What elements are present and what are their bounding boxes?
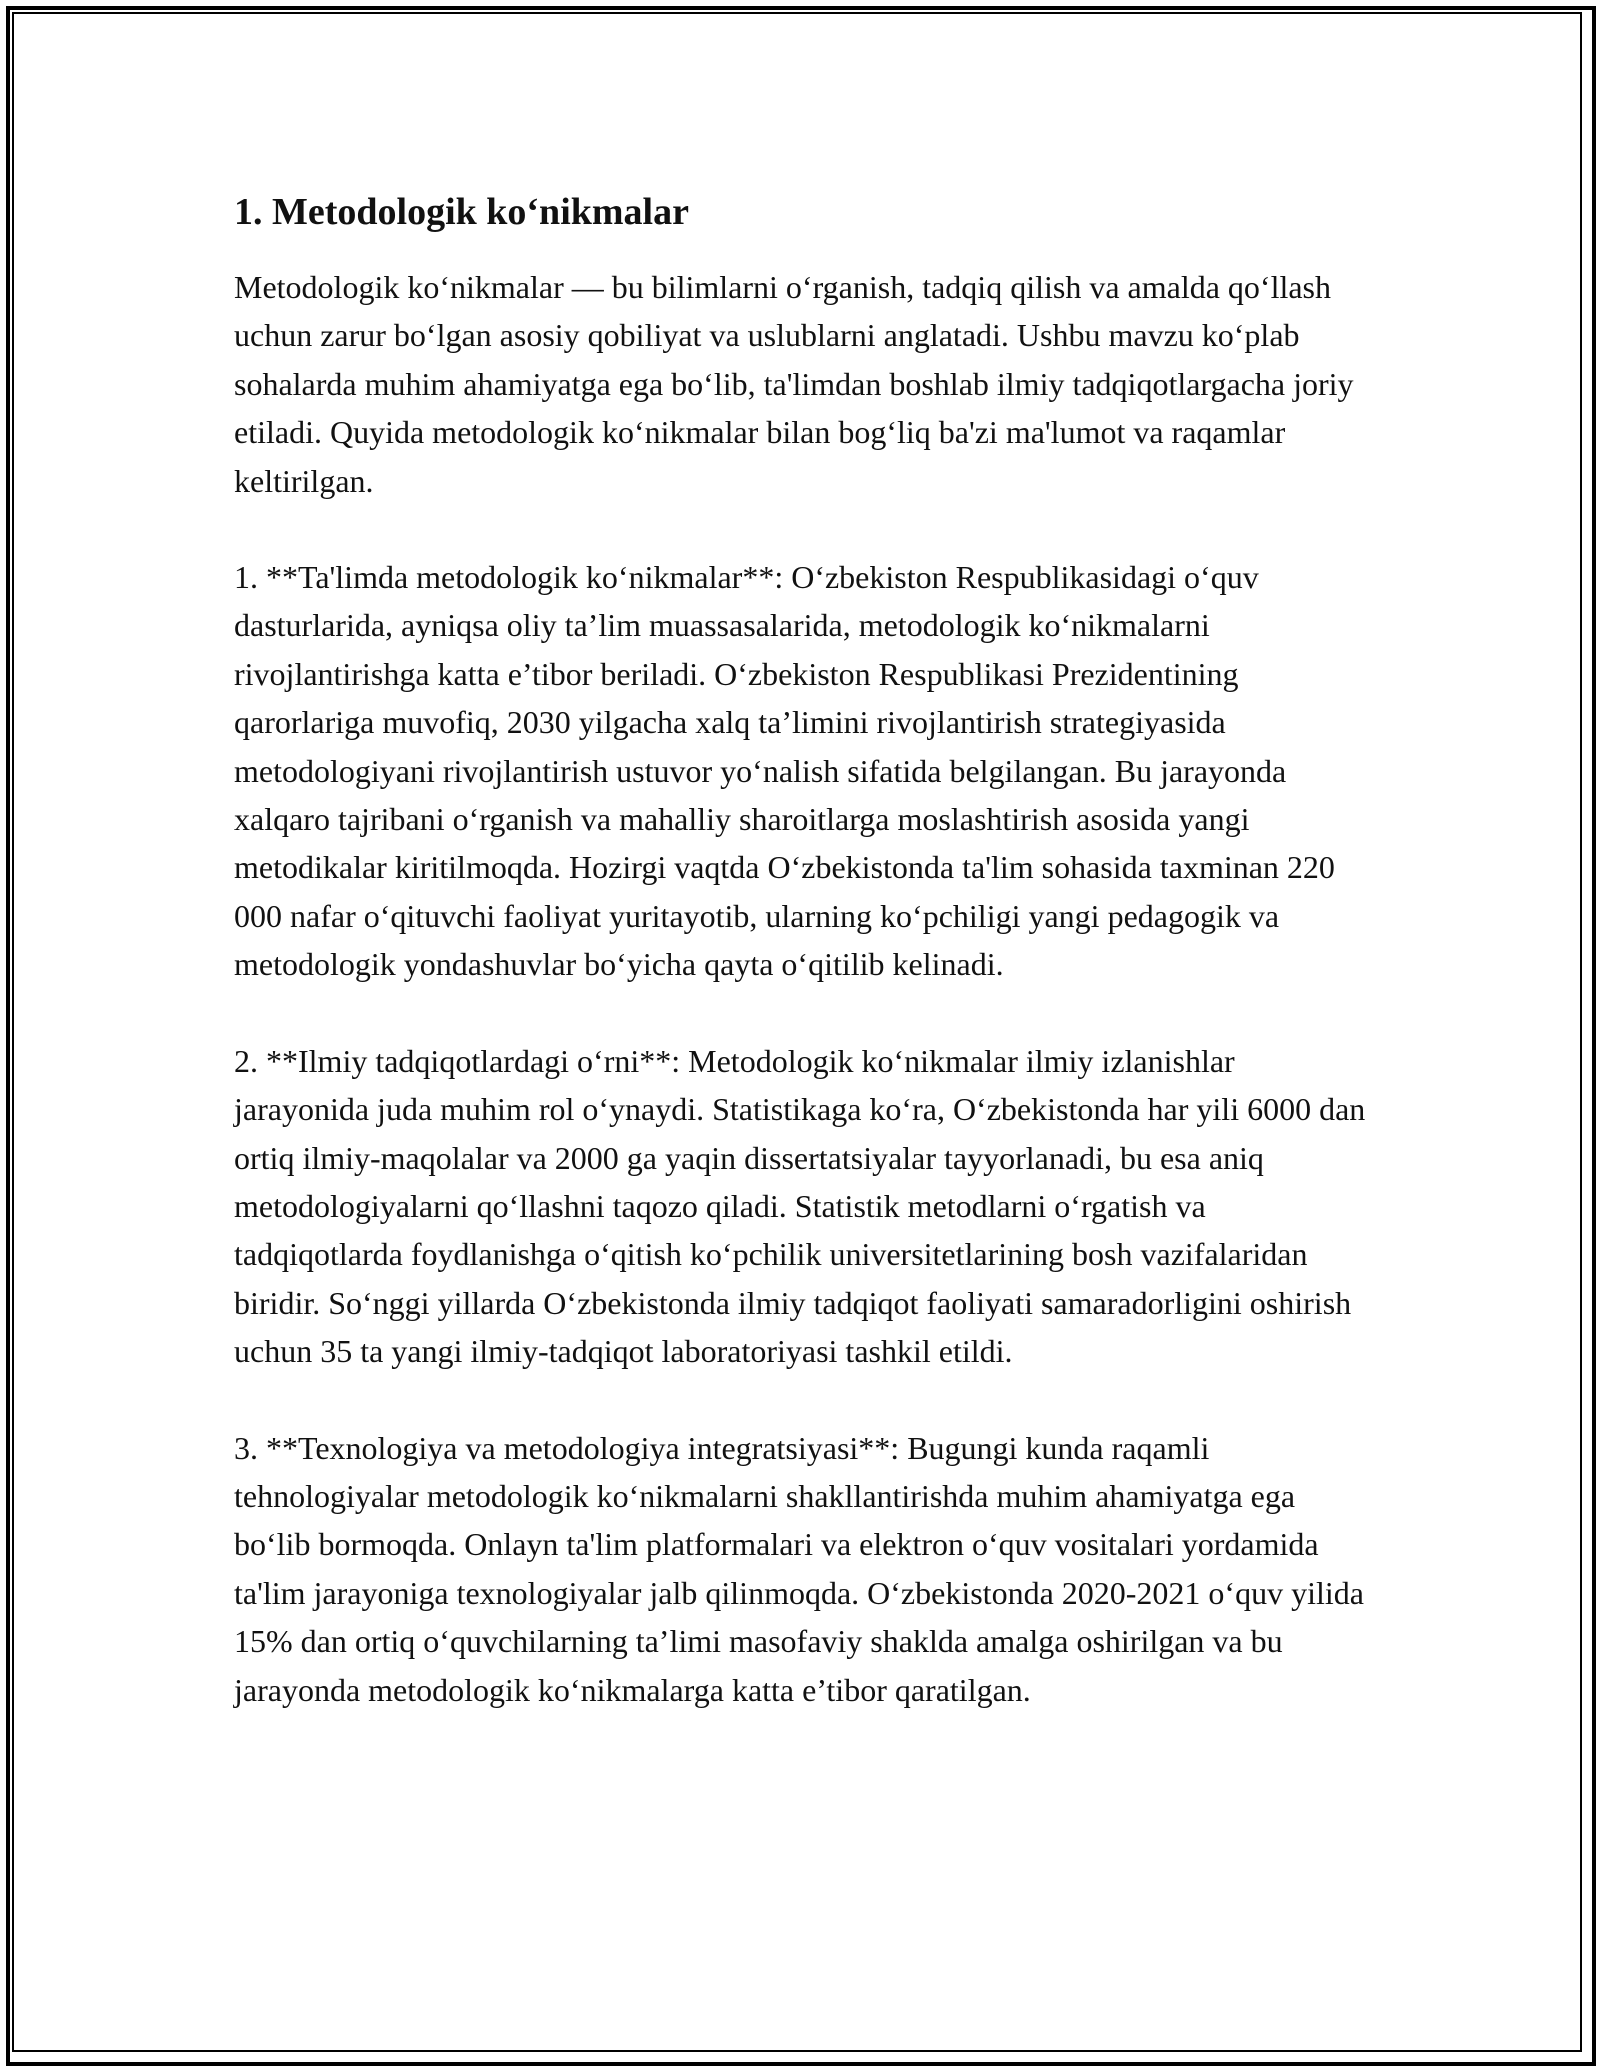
technology-paragraph: 3. **Texnologiya va metodologiya integratsiyasi**: Bugungi kunda raqamli tehnologiyalar metodologik ko‘nikmalarni shakllantirishda muhim ahamiyatga ega bo‘lib bormoqda. Onlayn ta'lim platformalari va elektron o‘quv vositalari yordamida ta'lim jarayoniga texnologiyalar jalb qilinmoqda. O‘zbekistonda 2020-2021 o‘quv yilida 15% dan ortiq o‘quvchilarning ta’limi masofaviy shaklda amalga oshirilgan va bu jarayonda metodologik ko‘nikmalarga katta e’tibor qaratilgan. [234, 1429, 1364, 1708]
intro-paragraph: Metodologik ko‘nikmalar — bu bilimlarni o‘rganish, tadqiq qilish va amalda qo‘llash uchun zarur bo‘lgan asosiy qobiliyat va uslublarni anglatadi. Ushbu mavzu ko‘plab sohalarda muhim ahamiyatga ega bo‘lib, ta'limdan boshlab ilmiy tadqiqotlargacha joriy etiladi. Quyida metodologik ko‘nikmalar bilan bog‘liq ba'zi ma'lumot va raqamlar keltirilgan. [234, 269, 1354, 499]
document-body [234, 188, 1374, 1762]
section-heading: 1. Metodologik ko‘nikmalar [234, 191, 689, 233]
education-paragraph: 1. **Ta'limda metodologik ko‘nikmalar**: O‘zbekiston Respublikasidagi o‘quv dasturlarida, ayniqsa oliy ta’lim muassasalarida, metodologik ko‘nikmalarni rivojlantirishga katta e’tibor beriladi. O‘zbekiston Respublikasi Prezidentining qarorlariga muvofiq, 2030 yilgacha xalq ta’limini rivojlantirish strategiyasida metodologiyani rivojlantirish ustuvor yo‘nalish sifatida belgilangan. Bu jarayonda xalqaro tajribani o‘rganish va mahalliy sharoitlarga moslashtirish asosida yangi metodikalar kiritilmoqda. Hozirgi vaqtda O‘zbekistonda ta'lim sohasida taxminan 220 000 nafar o‘qituvchi faoliyat yuritayotib, ularning ko‘pchiligi yangi pedagogik va metodologik yondashuvlar bo‘yicha qayta o‘qitilib kelinadi. [234, 559, 1335, 983]
research-paragraph: 2. **Ilmiy tadqiqotlardagi o‘rni**: Metodologik ko‘nikmalar ilmiy izlanishlar jarayonida juda muhim rol o‘ynaydi. Statistikaga ko‘ra, O‘zbekistonda har yili 6000 dan ortiq ilmiy-maqolalar va 2000 ga yaqin dissertatsiyalar tayyorlanadi, bu esa aniq metodologiyalarni qo‘llashni taqozo qiladi. Statistik metodlarni o‘rgatish va tadqiqotlarda foydlanishga o‘qitish ko‘pchilik universitetlarining bosh vazifalaridan biridir. So‘nggi yillarda O‘zbekistonda ilmiy tadqiqot faoliyati samaradorligini oshirish uchun 35 ta yangi ilmiy-tadqiqot laboratoriyasi tashkil etildi. [234, 1042, 1366, 1370]
